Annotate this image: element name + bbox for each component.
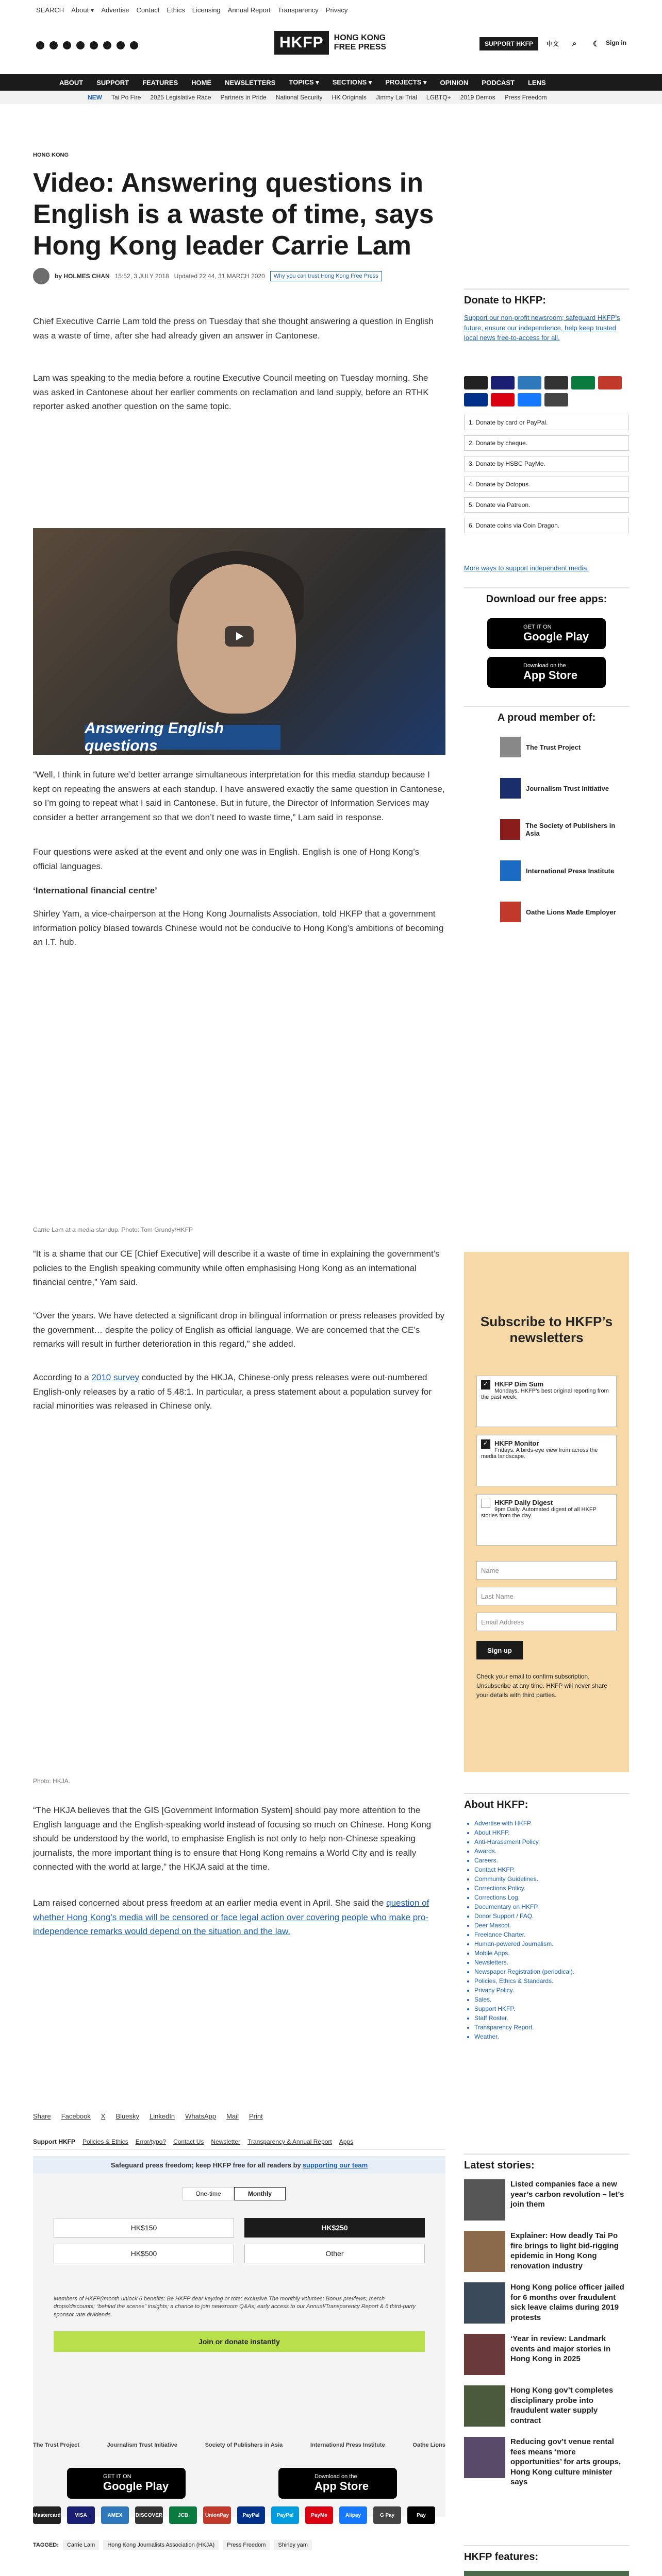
rss-icon[interactable] <box>130 41 138 49</box>
trending-link[interactable]: 2019 Demos <box>460 94 495 101</box>
nav-home[interactable]: HOME <box>191 78 212 87</box>
checkbox-checked-icon[interactable]: ✓ <box>481 1439 490 1449</box>
author-avatar[interactable] <box>33 268 49 284</box>
trending-link[interactable]: Partners in Pride <box>220 94 267 101</box>
newsletter-option-monitor[interactable]: ✓ HKFP Monitor Fridays. A birds-eye view from across the media landscape. <box>476 1435 617 1486</box>
member-logo[interactable]: The Society of Publishers in Asia <box>464 814 629 845</box>
story-thumbnail[interactable] <box>464 2334 505 2375</box>
about-link[interactable]: • Staff Roster. <box>474 2013 629 2023</box>
linkedin-icon[interactable] <box>90 41 98 49</box>
member-logo[interactable]: Oathe Lions Made Employer <box>464 896 629 927</box>
about-link[interactable]: • Human-powered Journalism. <box>474 1939 629 1948</box>
latest-story[interactable]: Explainer: How deadly Tai Po fire brings to light bid-rigging epidemic in Hong Kong renovation industry <box>464 2231 629 2280</box>
dark-mode-icon[interactable]: ☾ <box>593 40 600 48</box>
share-print[interactable]: Print <box>249 2112 263 2120</box>
about-link[interactable]: • Donor Support / FAQ. <box>474 1911 629 1921</box>
share-linkedin[interactable]: LinkedIn <box>150 2112 175 2120</box>
amount-other[interactable]: Other <box>244 2244 425 2263</box>
google-play-badge[interactable]: GET IT ON Google Play <box>67 2468 186 2499</box>
publish-date: 15:52, 3 JULY 2018 <box>114 273 169 280</box>
newsletter-link[interactable]: Newsletter <box>211 2138 241 2145</box>
about-link[interactable]: • Careers. <box>474 1856 629 1865</box>
paragraph: “The HKJA believes that the GIS [Government Information System] should pay more attention to the English language and the English-speaking world instead of focusing so much on Chinese. Hong Kong should be understood by the world, to emphasise English is not only to help non-Chinese speaking journalists, the more important thing is to ensure that Hong Kong remains a World City and is really connected with the world at large,” the HKJA said at the time. <box>33 1805 432 1872</box>
sidebar-payment-cards <box>464 376 629 407</box>
latest-story[interactable]: Hong Kong gov’t completes disciplinary probe into fraudulent water supply contract <box>464 2385 629 2435</box>
paragraph: “Well, I think in future we’d better arrange simultaneous interpretation for this media standup because I kept on repeating the answers at each standup. I have answered exactly the same question in Cantonese, so I’m going to repeat what I said in Cantonese. But in future, the Director of Information Services may consider a better arrangement so that we don’t need to waste time,” Lam said in response. <box>33 770 445 822</box>
features-list <box>464 2571 629 2576</box>
card-logo: PayPal <box>237 2506 265 2524</box>
partner-logo[interactable]: International Press Institute <box>310 2442 385 2448</box>
share-x[interactable]: X <box>101 2112 106 2120</box>
member-logo[interactable]: International Press Institute <box>464 855 629 886</box>
annual-report-link[interactable]: Annual Report <box>227 6 271 14</box>
latest-list <box>464 2179 629 2488</box>
nav-opinion[interactable]: OPINION <box>440 78 469 87</box>
visa-icon <box>491 376 515 389</box>
checkbox-icon[interactable] <box>481 1499 490 1508</box>
video-player[interactable] <box>33 528 445 755</box>
about-link[interactable]: • Support HKFP. <box>474 2004 629 2013</box>
instagram-icon[interactable] <box>63 41 71 49</box>
about-link[interactable]: • About HKFP. <box>474 1828 629 1837</box>
about-link[interactable]: • Anti-Harassment Policy. <box>474 1837 629 1846</box>
newsletter-title: Subscribe to HKFP’s newsletters <box>480 1314 613 1346</box>
share-mail[interactable]: Mail <box>226 2112 239 2120</box>
support-team-link[interactable]: supporting our team <box>302 2161 368 2169</box>
newsletter-option-digest[interactable]: HKFP Daily Digest 9pm Daily. Automated digest of all HKFP stories from the day. <box>476 1494 617 1546</box>
about-link[interactable]: • Corrections Log. <box>474 1893 629 1902</box>
about-link[interactable]: • Deer Mascot. <box>474 1921 629 1930</box>
newsletter-note: Check your email to confirm subscription. Unsubscribe at any time. HKFP will never share your details with third parties. <box>476 1673 607 1699</box>
contact-link[interactable]: Contact Us <box>173 2138 204 2145</box>
trending-link[interactable]: LGBTQ+ <box>426 94 451 101</box>
headline: Video: Answering questions in English is a waste of time, says Hong Kong leader Carrie Lam <box>33 168 434 261</box>
updated-date: Updated 22:44, 31 MARCH 2020 <box>174 273 265 280</box>
newsletter-option-dimsum[interactable]: ✓ HKFP Dim Sum Mondays. HKFP’s best original reporting from the past week. <box>476 1376 617 1427</box>
unionpay-icon <box>598 376 622 389</box>
paragraph: Chief Executive Carrie Lam told the press on Tuesday that she thought answering a question in English was a waste of time, after she had already given an answer in Cantonese. <box>33 316 434 341</box>
top-bar <box>0 0 662 72</box>
author-byline[interactable]: by HOLMES CHAN <box>55 273 110 280</box>
card-logo: JCB <box>169 2506 197 2524</box>
about-link[interactable]: • Sales. <box>474 1995 629 2004</box>
trending-link[interactable]: National Security <box>275 94 323 101</box>
paragraph: “It is a shame that our CE [Chief Executive] will describe it a waste of time in explaining the government’s policies to the English speaking community while often emphasising Hong Kong as an international financial centre,” Yam said. <box>33 1249 440 1287</box>
about-link[interactable]: • Advertise with HKFP. <box>474 1819 629 1828</box>
nav-newsletters[interactable]: NEWSLETTERS <box>225 78 276 87</box>
about-link[interactable]: • Corrections Policy. <box>474 1884 629 1893</box>
member-list <box>464 732 629 938</box>
new-label: NEW <box>88 94 102 101</box>
contact-link[interactable]: Contact <box>136 6 160 14</box>
about-title: About HKFP: <box>464 1793 629 1811</box>
about-link[interactable]: • Privacy Policy. <box>474 1986 629 1995</box>
trending-bar <box>0 91 662 104</box>
sign-up-button[interactable]: Sign up <box>476 1641 523 1659</box>
features-title: HKFP features: <box>464 2545 629 2563</box>
survey-link[interactable]: 2010 survey <box>91 1372 140 1382</box>
photo-placeholder <box>33 989 445 1206</box>
social-icons <box>36 41 138 49</box>
tags-label: TAGGED: <box>33 2542 59 2548</box>
partner-logo[interactable]: The Trust Project <box>33 2442 79 2448</box>
apps-section <box>464 587 629 605</box>
story-thumbnail[interactable] <box>464 2282 505 2324</box>
tag[interactable]: Press Freedom <box>223 2540 270 2550</box>
latest-section <box>464 2154 629 2172</box>
email-input[interactable]: Email Address <box>476 1613 617 1631</box>
partner-logo[interactable]: Journalism Trust Initiative <box>107 2442 177 2448</box>
site-logo[interactable] <box>274 31 386 55</box>
bluesky-icon[interactable] <box>103 41 111 49</box>
paragraph: According to a 2010 survey conducted by the HKJA, Chinese-only press releases were out-numbered English-only releases by a ratio of 5.48:1. In particular, a press statement about a population survey for racial minorities was released in Chinese only. <box>33 1372 432 1411</box>
member-logo[interactable]: Journalism Trust Initiative <box>464 773 629 804</box>
trending-link[interactable]: HK Originals <box>332 94 367 101</box>
trust-link[interactable]: Why you can trust Hong Kong Free Press <box>270 271 382 281</box>
support-link[interactable]: Support HKFP <box>33 2138 75 2145</box>
latest-story[interactable]: Reducing gov’t venue rental fees means ‘more opportunities’ for arts groups, Hong Kong culture minister says <box>464 2437 629 2486</box>
about-link[interactable]: • Freelance Charter. <box>474 1930 629 1939</box>
latest-story[interactable]: Listed companies face a new year’s carbon revolution – let’s join them <box>464 2179 629 2229</box>
share-facebook[interactable]: Facebook <box>61 2112 91 2120</box>
more-ways-link[interactable]: More ways to support independent media. <box>464 564 589 572</box>
transparency-link[interactable]: Transparency <box>277 6 319 14</box>
amount-option-selected[interactable]: HK$250 <box>244 2218 425 2238</box>
support-hkfp-button[interactable]: SUPPORT HKFP <box>479 37 538 50</box>
about-link[interactable]: • Newspaper Registration (periodical). <box>474 1967 629 1976</box>
trending-link[interactable]: Jimmy Lai Trial <box>375 94 417 101</box>
tags <box>33 2540 312 2550</box>
threads-icon[interactable] <box>117 41 125 49</box>
advertise-link[interactable]: Advertise <box>101 6 129 14</box>
play-icon[interactable] <box>225 626 254 647</box>
membership-benefits: Members of HKFP(/month unlock 6 benefits: Be HKFP dear keyring or tote; exclusive The monthly volumes; Bonus previews; merch drops/discounts; “behind the scenes” insights; a chance to join newsroom Q&As; early access to our Annual/Transparency Report & 6 third-party sponsor rate dividends. <box>54 2296 416 2318</box>
related-article-link[interactable]: question of whether Hong Kong’s media will be censored or face legal action over covering people who make pro-independence remarks would depend on the situation and the law. <box>33 1898 429 1937</box>
last-name-input[interactable]: Last Name <box>476 1587 617 1605</box>
about-list <box>474 1819 629 2041</box>
checkbox-checked-icon[interactable]: ✓ <box>481 1380 490 1389</box>
mastercard-icon <box>464 376 488 389</box>
member-logo[interactable]: The Trust Project <box>464 732 629 762</box>
card-logo: Alipay <box>339 2506 367 2524</box>
paragraph: Four questions were asked at the event and only one was in English. English is one of Hong Kong’s official languages. <box>33 847 420 871</box>
features-section <box>464 2545 629 2563</box>
logo-mark: HKFP <box>274 31 329 55</box>
search-link[interactable]: SEARCH <box>36 6 64 14</box>
sign-in-link[interactable]: Sign in <box>606 39 626 46</box>
app-store-badge[interactable]: Download on the App Store <box>278 2468 397 2499</box>
main-nav <box>0 74 662 91</box>
ethics-link[interactable]: Ethics <box>167 6 185 14</box>
card-logo: DISCOVER <box>135 2506 163 2524</box>
donate-step[interactable]: 4. Donate by Octopus. <box>464 477 629 492</box>
one-time-toggle[interactable]: One-time <box>183 2187 234 2200</box>
card-logo: G Pay <box>373 2506 401 2524</box>
card-logo: UnionPay <box>203 2506 231 2524</box>
logo-line1: HONG KONG <box>334 33 386 43</box>
paypal-icon <box>464 393 488 406</box>
nav-support[interactable]: SUPPORT <box>96 78 129 87</box>
card-logo: PayPal <box>271 2506 299 2524</box>
paragraph: Lam raised concerned about press freedom at an earlier media event in April. She said the question of whether Hong Kong’s media will be censored or face legal action over covering people who make pro-independence remarks would depend on the situation and the law. <box>33 1898 429 1937</box>
about-link[interactable]: • Mobile Apps. <box>474 1948 629 1958</box>
alipay-icon <box>518 393 541 406</box>
about-link[interactable]: • Policies, Ethics & Standards. <box>474 1976 629 1986</box>
nav-sections[interactable]: SECTIONS ▾ <box>332 78 372 86</box>
donate-step[interactable]: 2. Donate by cheque. <box>464 435 629 451</box>
error-link[interactable]: Error/typo? <box>135 2138 167 2145</box>
donate-banner: Safeguard press freedom; keep HKFP free for all readers by supporting our team <box>33 2156 445 2174</box>
join-donate-button[interactable]: Join or donate instantly <box>54 2331 425 2352</box>
partner-logo[interactable]: Oathe Lions <box>412 2442 445 2448</box>
donate-steps <box>464 415 629 533</box>
apps-title: Download our free apps: <box>464 587 629 605</box>
about-link[interactable]: About ▾ <box>71 6 94 14</box>
top-links <box>36 6 347 14</box>
share-label: Share <box>33 2112 51 2120</box>
chinese-language-link[interactable]: 中文 <box>547 40 559 47</box>
apps-link[interactable]: Apps <box>339 2138 354 2145</box>
about-link[interactable]: • Documentary on HKFP. <box>474 1902 629 1911</box>
card-logo: Pay <box>407 2506 435 2524</box>
licensing-link[interactable]: Licensing <box>192 6 221 14</box>
partner-logos <box>33 2442 445 2448</box>
about-link[interactable]: • Community Guidelines. <box>474 1874 629 1884</box>
feature-story[interactable] <box>464 2571 629 2576</box>
discover-icon <box>544 376 568 389</box>
search-icon[interactable]: ⌕ <box>572 39 577 48</box>
logo-line2: FREE PRESS <box>334 43 387 52</box>
facebook-icon[interactable] <box>36 41 44 49</box>
subheading: ‘International financial centre’ <box>33 886 157 895</box>
paragraph: Shirley Yam, a vice-chairperson at the Hong Kong Journalists Association, told HKFP that a government information policy biased towards Chinese would not be conducive to Hong Kong’s ambitions of becoming an I.T. hub. <box>33 909 444 947</box>
about-link[interactable]: • Newsletters. <box>474 1958 629 1967</box>
paragraph: “Over the years. We have detected a significant drop in bilingual information or press releases provided by the government… despite the policy of English as official language. We are concerned that the CE’s remarks will result in further deterioration in this regard,” she added. <box>33 1311 445 1349</box>
x-icon[interactable] <box>49 41 58 49</box>
story-thumbnail[interactable] <box>464 2437 505 2478</box>
privacy-link[interactable]: Privacy <box>325 6 348 14</box>
google-play-badge[interactable]: GET IT ON Google Play <box>487 618 606 649</box>
payment-cards <box>33 2506 445 2533</box>
share-bar <box>33 2112 263 2120</box>
share-bluesky[interactable]: Bluesky <box>115 2112 139 2120</box>
donate-step[interactable]: 6. Donate coins via Coin Dragon. <box>464 518 629 533</box>
name-input[interactable]: Name <box>476 1561 617 1580</box>
partner-logo[interactable]: Society of Publishers in Asia <box>205 2442 283 2448</box>
amount-option[interactable]: HK$500 <box>54 2244 234 2263</box>
donate-section <box>464 289 629 343</box>
payme-icon <box>491 393 515 406</box>
donate-step[interactable]: 3. Donate by HSBC PayMe. <box>464 456 629 471</box>
trending-link[interactable]: 2025 Legislative Race <box>150 94 211 101</box>
byline <box>33 268 456 284</box>
nav-projects[interactable]: PROJECTS ▾ <box>385 78 427 86</box>
nav-about[interactable]: ABOUT <box>59 78 84 87</box>
about-link[interactable]: • Transparency Report. <box>474 2023 629 2032</box>
story-thumbnail[interactable] <box>464 2231 505 2272</box>
amex-icon <box>518 376 541 389</box>
app-store-badge[interactable]: Download on the App Store <box>487 657 606 688</box>
card-logo: VISA <box>67 2506 95 2524</box>
article-footer-links <box>33 2138 445 2150</box>
donate-widget <box>33 2156 445 2517</box>
about-link[interactable]: • Weather. <box>474 2032 629 2041</box>
donate-step[interactable]: 1. Donate by card or PayPal. <box>464 415 629 430</box>
jcb-icon <box>571 376 595 389</box>
nav-lens[interactable]: LENS <box>527 78 546 87</box>
nav-topics[interactable]: TOPICS ▾ <box>289 78 319 86</box>
nav-podcast[interactable]: PODCAST <box>482 78 515 87</box>
card-logo: Mastercard <box>33 2506 61 2524</box>
tag[interactable]: Shirley yam <box>274 2540 311 2550</box>
donate-text: Support our non-profit newsroom; safeguard HKFP’s future, ensure our independence, help keep trusted local news free-to-access for all. <box>464 314 620 342</box>
share-whatsapp[interactable]: WhatsApp <box>185 2112 217 2120</box>
member-title: A proud member of: <box>464 706 629 724</box>
latest-story[interactable]: Hong Kong police officer jailed for 6 months over fraudulent sick leave claims during 2019 protests <box>464 2282 629 2332</box>
donate-title: Donate to HKFP: <box>464 289 629 307</box>
tag[interactable]: Hong Kong Journalists Association (HKJA) <box>103 2540 219 2550</box>
story-thumbnail[interactable] <box>464 2385 505 2427</box>
trending-link[interactable]: Tai Po Fire <box>111 94 141 101</box>
about-link[interactable]: • Contact HKFP. <box>474 1865 629 1874</box>
newsletter-signup <box>464 1252 629 1772</box>
gpay-icon <box>544 393 568 406</box>
feature-image[interactable] <box>464 2571 629 2576</box>
transparency-link[interactable]: Transparency & Annual Report <box>247 2138 332 2145</box>
story-thumbnail[interactable] <box>464 2179 505 2221</box>
card-logo: PayMe <box>305 2506 333 2524</box>
category-label[interactable]: HONG KONG <box>33 152 69 158</box>
trending-link[interactable]: Press Freedom <box>504 94 547 101</box>
donate-step[interactable]: 5. Donate via Patreon. <box>464 497 629 513</box>
member-section <box>464 706 629 724</box>
youtube-icon[interactable] <box>76 41 85 49</box>
about-link[interactable]: • Awards. <box>474 1846 629 1856</box>
photo-caption: Carrie Lam at a media standup. Photo: Tom Grundy/HKFP <box>33 1226 193 1233</box>
amount-option[interactable]: HK$150 <box>54 2218 234 2238</box>
tag[interactable]: Carrie Lam <box>63 2540 99 2550</box>
nav-features[interactable]: FEATURES <box>142 78 178 87</box>
card-logo: AMEX <box>101 2506 129 2524</box>
latest-story[interactable]: ‘Year in review: Landmark events and major stories in Hong Kong in 2025 <box>464 2334 629 2383</box>
monthly-toggle[interactable]: Monthly <box>234 2187 286 2200</box>
latest-title: Latest stories: <box>464 2154 629 2172</box>
paragraph: Lam was speaking to the media before a routine Executive Council meeting on Tuesday morning. She was asked in Cantonese about her earlier comments on reclamation and land supply, before an RTHK reporter asked another question on the same topic. <box>33 373 429 412</box>
photo-caption: Photo: HKJA. <box>33 1777 71 1785</box>
about-section <box>464 1793 629 1811</box>
policies-link[interactable]: Policies & Ethics <box>82 2138 128 2145</box>
video-caption: Answering English questions <box>85 725 280 750</box>
